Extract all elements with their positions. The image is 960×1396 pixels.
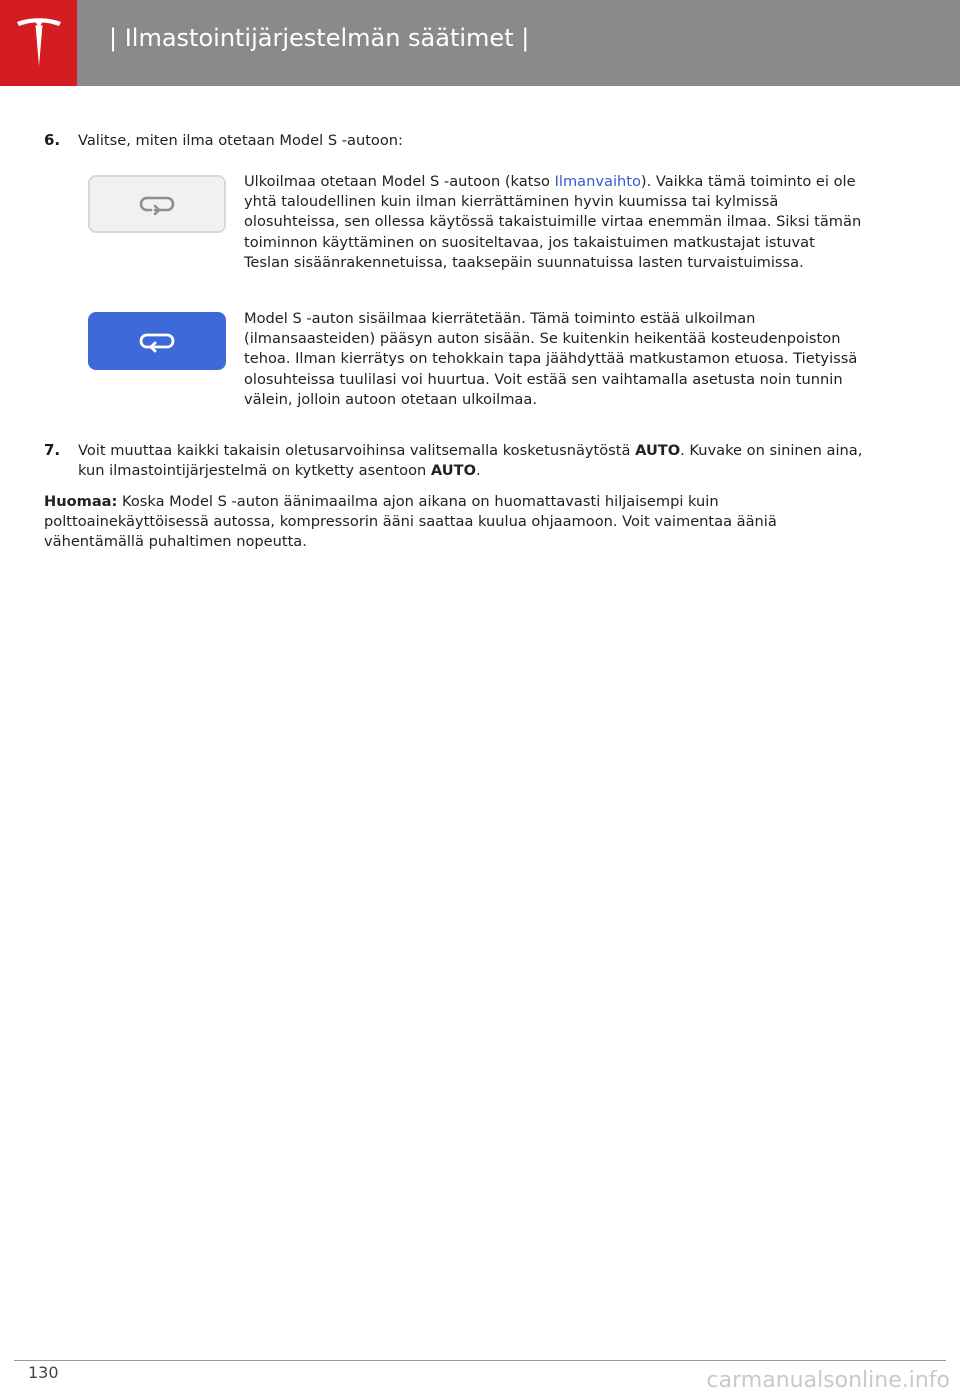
step-number-6: 6. bbox=[44, 131, 61, 149]
footer-divider bbox=[14, 1360, 946, 1361]
tesla-logo-icon bbox=[15, 16, 63, 70]
page-header bbox=[0, 0, 960, 86]
recirculate-off-button[interactable] bbox=[88, 175, 226, 233]
note-label: Huomaa: bbox=[44, 493, 118, 510]
page-title: | Ilmastointijärjestelmän säätimet | bbox=[109, 24, 530, 52]
tesla-logo bbox=[0, 0, 77, 86]
note-paragraph: Huomaa: Koska Model S -auton äänimaailma ajon aikana on huomattavasti hiljaisempi kuin polttoainekäyttöisessä autossa, kompressorin ääni saattaa kuulua ohjaamoon. Voit vaimentaa ääniä vähentämällä puhaltimen nopeutta. bbox=[44, 493, 777, 551]
ilmanvaihto-link[interactable]: Ilmanvaihto bbox=[554, 173, 641, 190]
step-7-text: Voit muuttaa kaikki takaisin oletusarvoihinsa valitsemalla kosketusnäytöstä AUTO. Kuvake on sininen aina, kun ilmastointijärjestelmä on kytketty asentoon AUTO. bbox=[78, 442, 863, 480]
recirculate-off-icon bbox=[137, 190, 177, 218]
auto-label: AUTO bbox=[635, 442, 681, 459]
auto-label: AUTO bbox=[430, 462, 476, 480]
recirculate-on-button[interactable] bbox=[88, 312, 226, 370]
page-number: 130 bbox=[28, 1363, 59, 1382]
option-recirculate-text: Model S -auton sisäilmaa kierrätetään. Tämä toiminto estää ulkoilman (ilmansaasteiden) pääsyn auton sisään. Se kuitenkin heikentää kosteudenpoiston tehoa. Ilman kierrätys on tehokkain tapa jäähdyttää matkustamon etuosa. Tietyissä olosuhteissa tuulilasi voi huurtua. Voit estää sen vaihtamalla asetusta noin tunnin välein, jolloin autoon otetaan ulkoilmaa. bbox=[244, 310, 858, 408]
watermark: carmanualsonline.info bbox=[706, 1368, 950, 1393]
option-outside-air-text: Ulkoilmaa otetaan Model S -autoon (katso Ilmanvaihto). Vaikka tämä toiminto ei ole yhtä taloudellinen kuin ilman kierrättäminen hyvin kuumissa tai kylmissä olosuhteissa, sen ollessa käytössä takaistuimille virtaa enemmän ilmaa. Siksi tämän toiminnon käyttäminen on suositeltavaa, jos takaistuimen matkustajat istuvat Teslan sisäänrakennetuissa, taaksepäin suunnatuissa lasten turvaistuimissa. bbox=[244, 173, 862, 271]
step-6-text: Valitse, miten ilma otetaan Model S -autoon: bbox=[78, 132, 403, 149]
step-number-7: 7. bbox=[44, 441, 61, 459]
recirculate-on-icon bbox=[137, 327, 177, 355]
